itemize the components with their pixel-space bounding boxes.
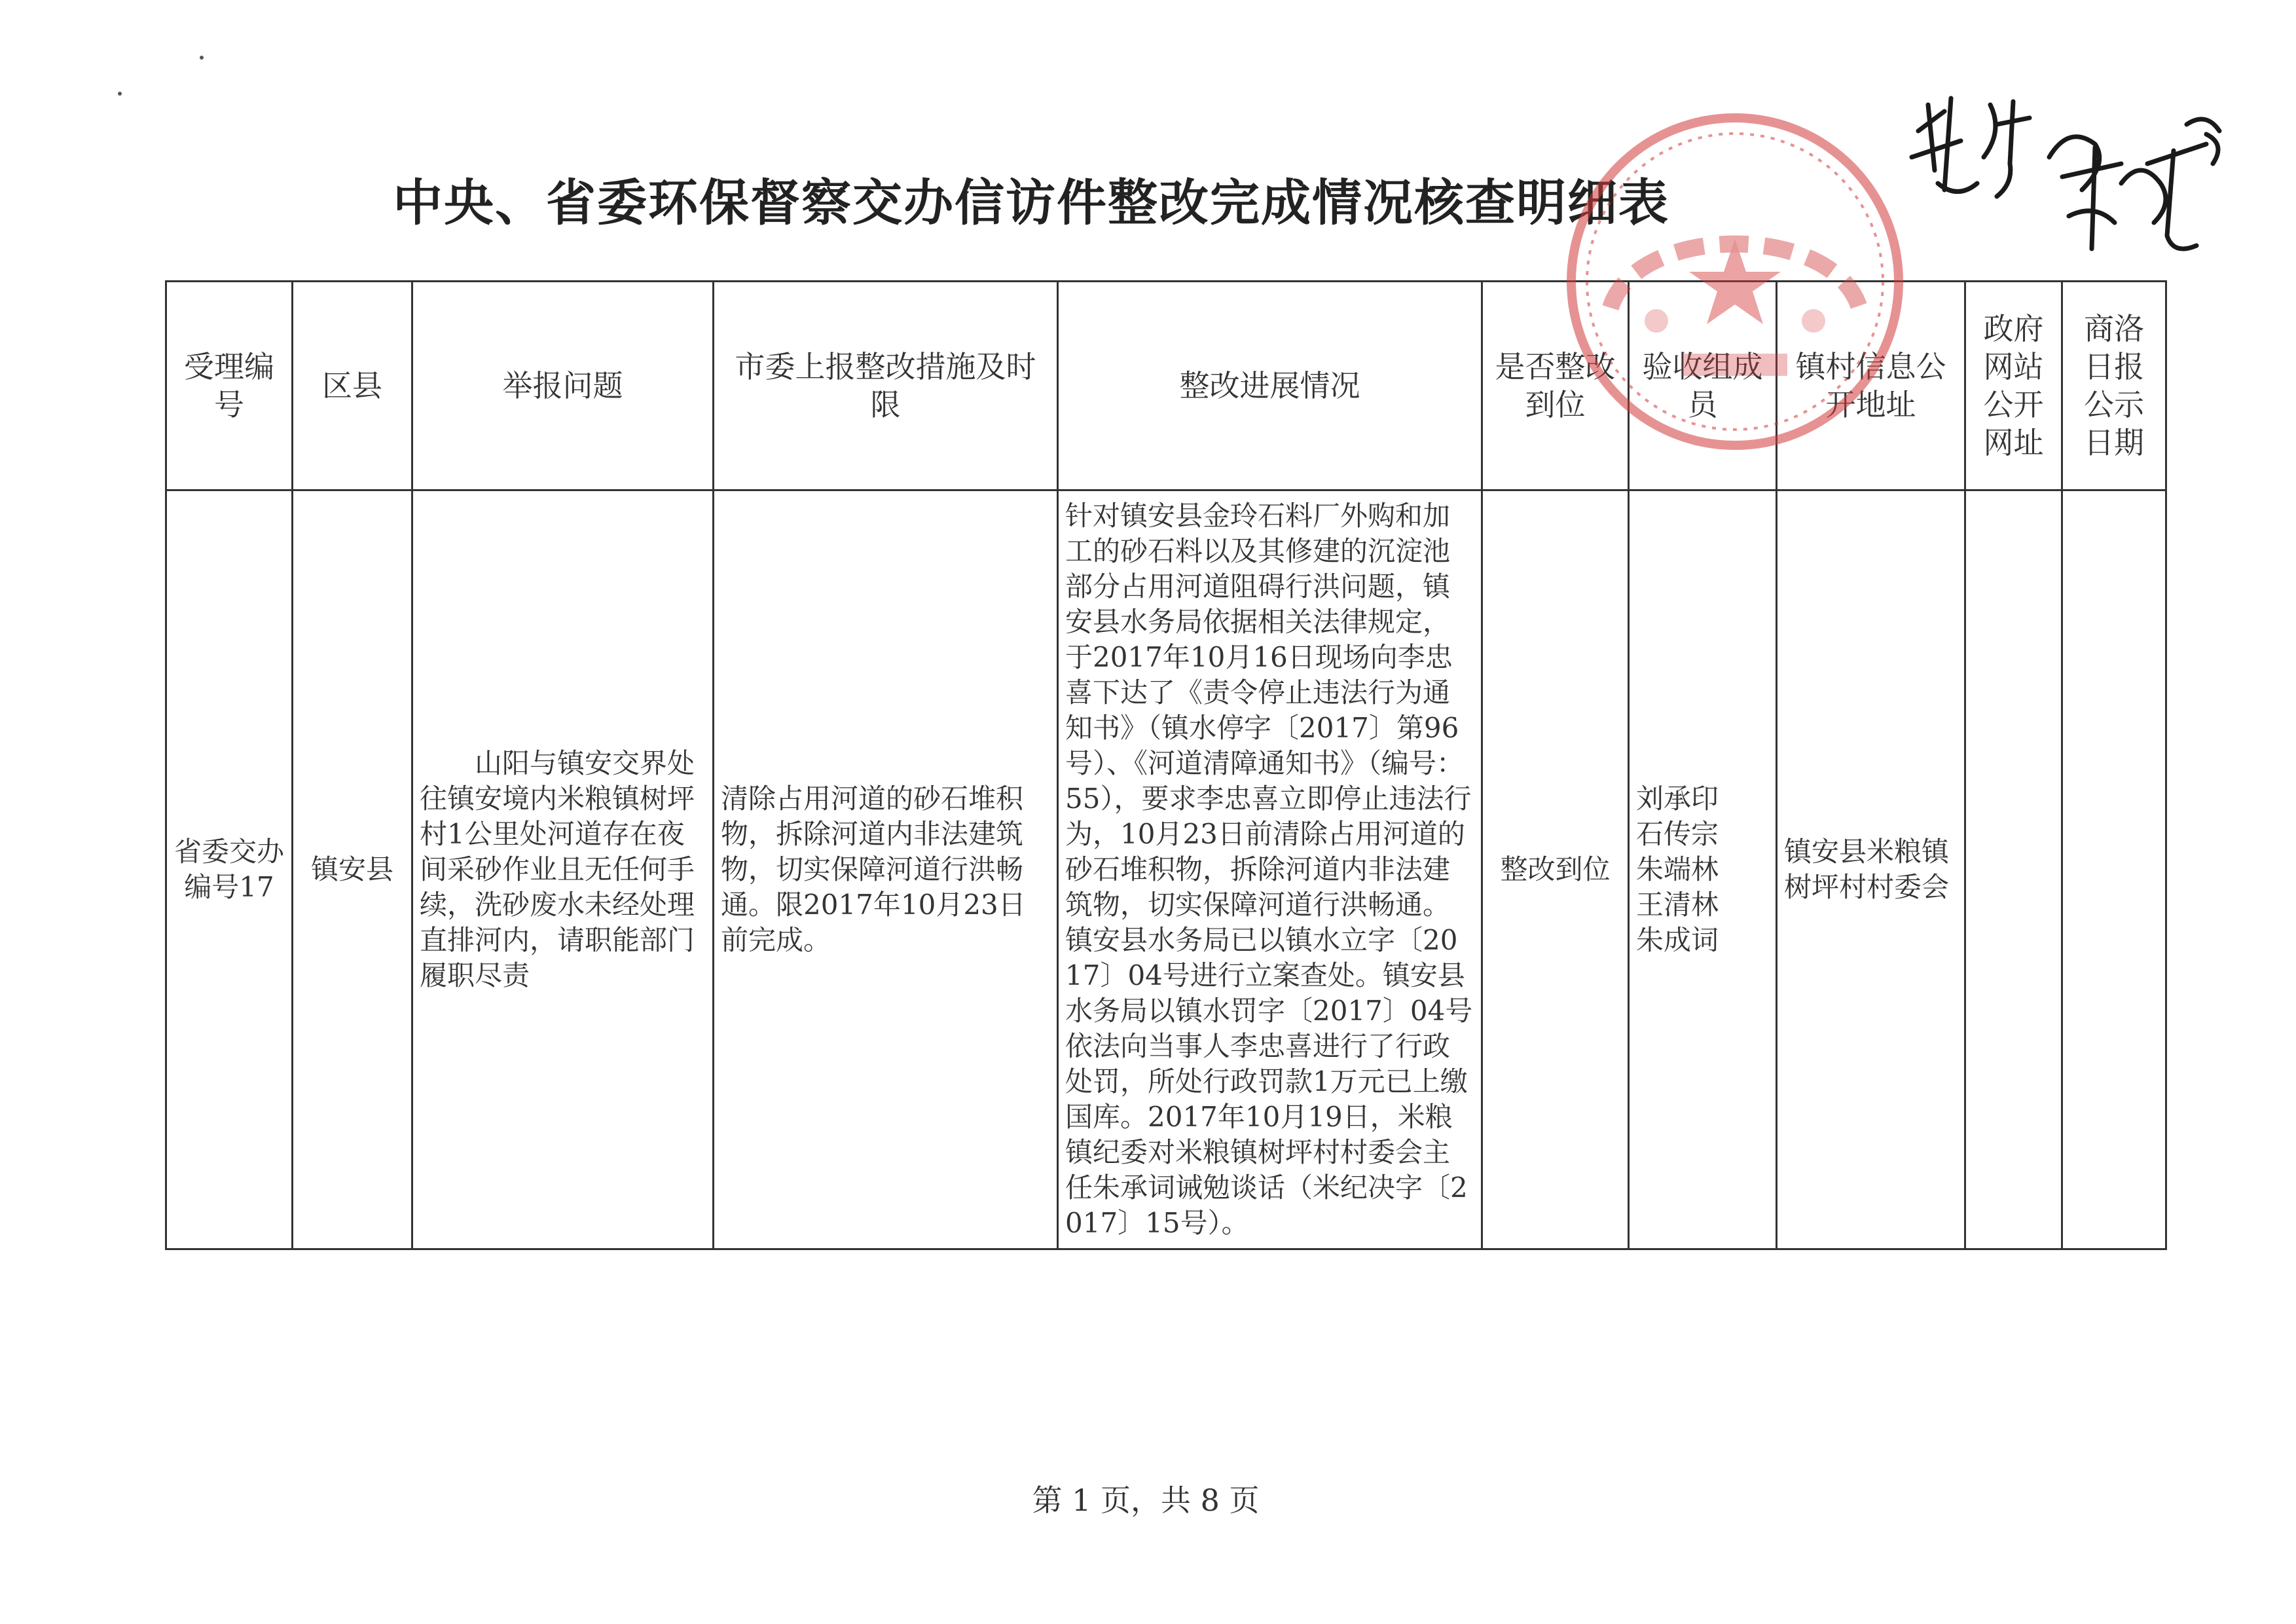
header-progress: 整改进展情况 — [1058, 282, 1482, 490]
cell-county: 镇安县 — [293, 490, 412, 1249]
cell-members — [1629, 490, 1777, 1249]
header-issue: 举报问题 — [412, 282, 714, 490]
page-footer: 第 1 页，共 8 页 — [1032, 1483, 1260, 1518]
header-members: 验收组成员 — [1629, 282, 1777, 490]
table-header-row — [166, 282, 2166, 490]
header-county: 区县 — [293, 282, 412, 490]
verification-table — [165, 280, 2167, 1250]
cell-village-address: 镇安县米粮镇树坪村村委会 — [1777, 490, 1965, 1249]
header-village-address: 镇村信息公开地址 — [1777, 282, 1965, 490]
header-daily-date: 商洛日报公示日期 — [2062, 282, 2166, 490]
scan-speck — [118, 92, 122, 96]
cell-measures: 清除占用河道的砂石堆积物，拆除河道内非法建筑物，切实保障河道行洪畅通。限2017年10月23日前完成。 — [714, 490, 1058, 1249]
cell-daily-date — [2062, 490, 2166, 1249]
cell-issue: 山阳与镇安交界处往镇安境内米粮镇树坪村1公里处河道存在夜间采砂作业且无任何手续，洗砂废水未经处理直排河内，请职能部门履职尽责 — [412, 490, 714, 1249]
member-name: 石传宗 — [1636, 818, 1719, 850]
member-name: 朱端林 — [1636, 853, 1719, 885]
handwritten-signature — [1899, 85, 2239, 301]
document-title: 中央、省委环保督察交办信访件整改完成情况核查明细表 — [393, 174, 1669, 232]
cell-case-no: 省委交办编号17 — [166, 490, 293, 1249]
header-rectified: 是否整改到位 — [1482, 282, 1629, 490]
cell-rectified: 整改到位 — [1482, 490, 1629, 1249]
cell-gov-website — [1965, 490, 2062, 1249]
scan-speck — [200, 56, 204, 60]
cell-progress: 针对镇安县金玲石料厂外购和加工的砂石料以及其修建的沉淀池部分占用河道阻碍行洪问题，镇安县水务局依据相关法律规定，于2017年10月16日现场向李忠喜下达了《责令停止违法行为通知书》（镇水停字〔2017〕第96号）、《河道清障通知书》（编号：55），要求李忠喜立即停止违法行为，10月23日前清除占用河道的砂石堆积物，拆除河道内非法建筑物，切实保障河道行洪畅通。镇安县水务局已以镇水立字〔2017〕04号进行立案查处。镇安县水务局以镇水罚字〔2017〕04号依法向当事人李忠喜进行了行政处罚，所处行政罚款1万元已上缴国库。2017年10月19日，米粮镇纪委对米粮镇树坪村村委会主任朱承词诫勉谈话（米纪决字〔2017〕15号）。 — [1058, 490, 1482, 1249]
member-name: 王清林 — [1636, 889, 1719, 921]
member-name: 朱成词 — [1636, 924, 1719, 956]
header-measures: 市委上报整改措施及时限 — [714, 282, 1058, 490]
member-name: 刘承印 — [1636, 783, 1719, 815]
header-case-no: 受理编号 — [166, 282, 293, 490]
table-row — [166, 490, 2166, 1249]
header-gov-website: 政府网站公开网址 — [1965, 282, 2062, 490]
